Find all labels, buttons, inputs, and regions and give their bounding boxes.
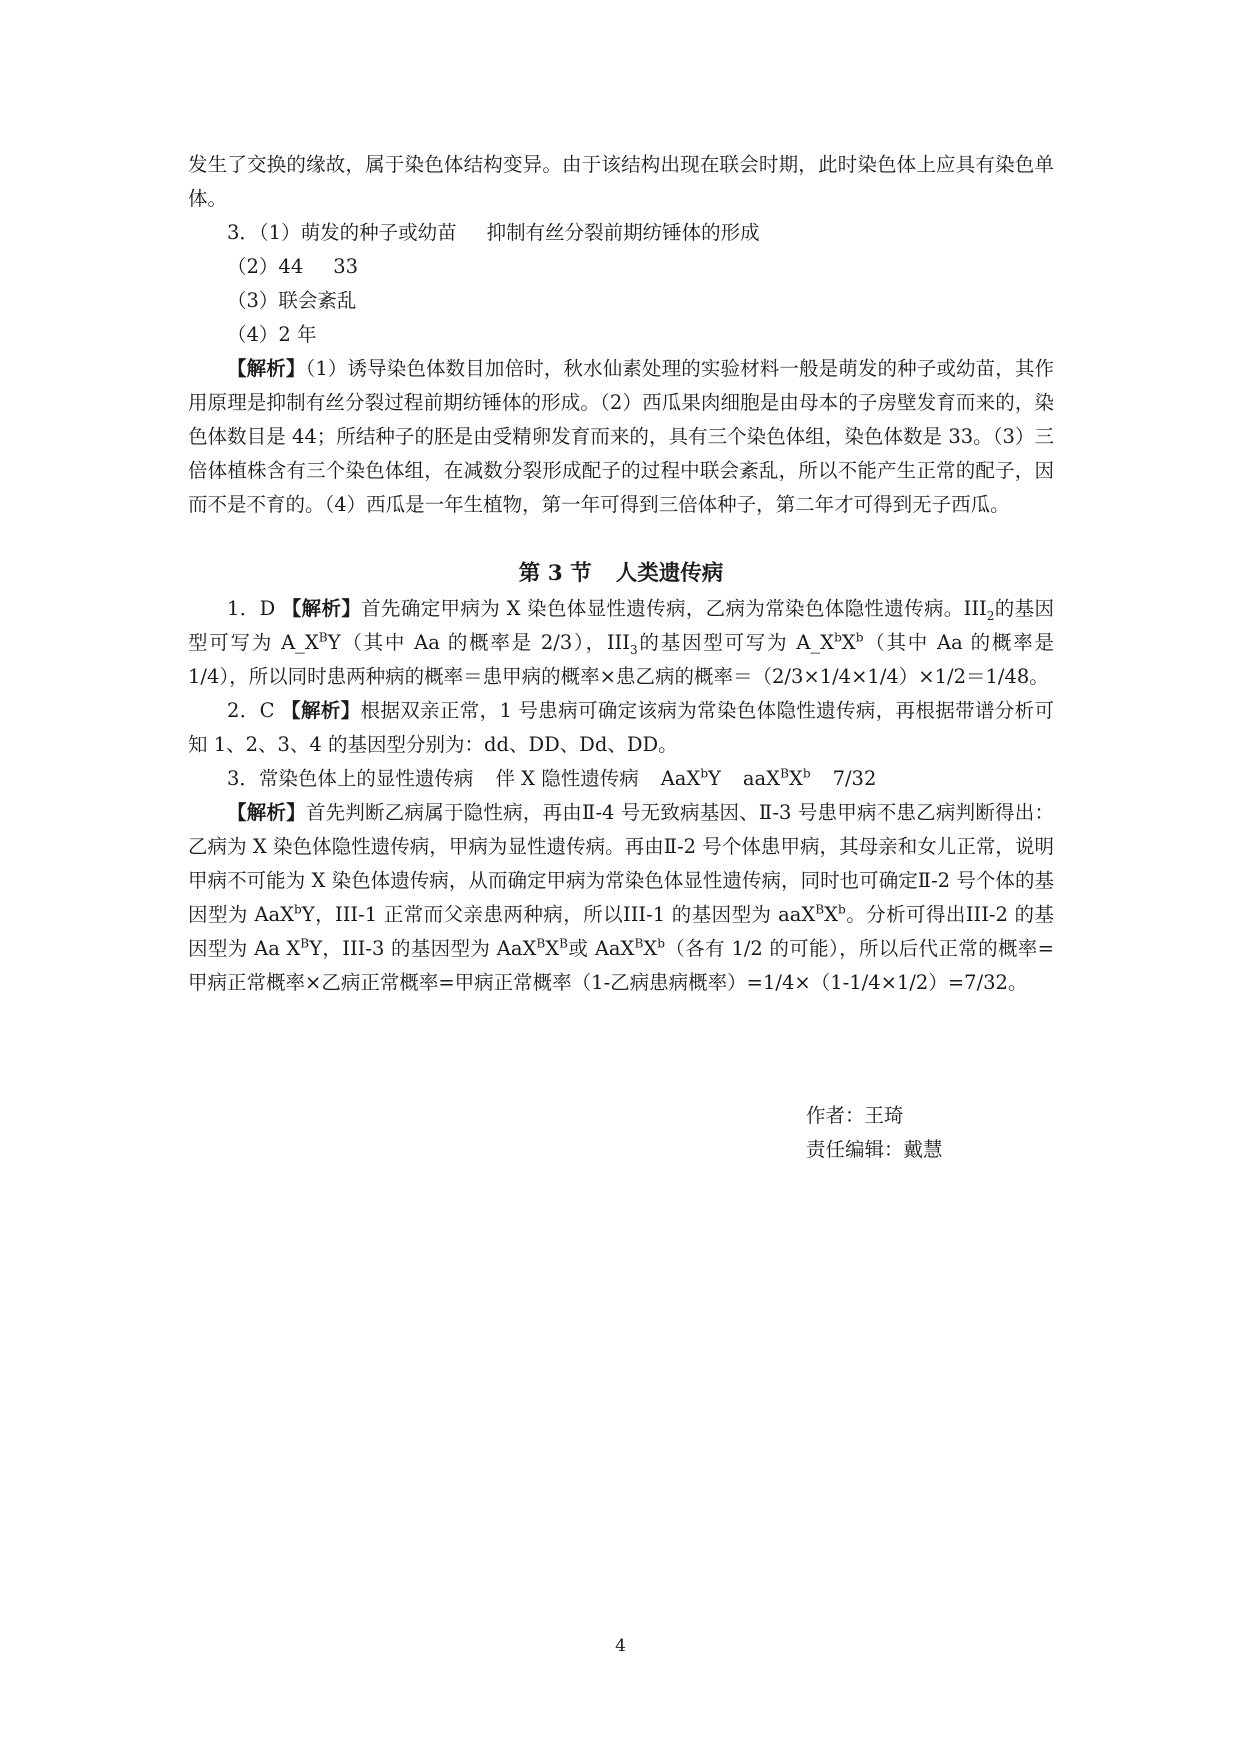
analysis-paragraph: 【解析】（1）诱导染色体数目加倍时，秋水仙素处理的实验材料一般是萌发的种子或幼苗，其作用原理是抑制有丝分裂过程前期纺锤体的形成。（2）西瓜果肉细胞是由母本的子房壁发育而来的，染色体数目是 44；所结种子的胚是由受精卵发育而来的，具有三个染色体组，染色体数是 33。（3）三倍体植株含有三个染色体组，在减数分裂形成配子的过程中联会紊乱，所以不能产生正常的配子，因而不是不育的。（4）西瓜是一年生植物，第一年可得到三倍体种子，第二年才可得到无子西瓜。 [188,357,1054,516]
question-3-answer: 3．常染色体上的显性遗传病 伴 X 隐性遗传病 AaX$^b$Y $aaX^BX^b$ 7/32 [227,766,877,790]
continued-paragraph: 发生了交换的缘故，属于染色体结构变异。由于该结构出现在联会时期，此时染色体上应具有染色单体。 [188,153,1054,210]
credits [806,1099,943,1167]
author-line: 作者：王琦 [806,1104,904,1127]
section-title: 第 3 节 人类遗传病 [518,561,724,586]
question-3-analysis: 【解析】首先判断乙病属于隐性病，再由Ⅱ-4 号无致病基因、Ⅱ-3 号患甲病不患乙病判断得出：乙病为 X 染色体隐性遗传病，甲病为显性遗传病。再由Ⅱ-2 号个体患甲病，其母亲和女儿正常，说明甲病不可能为 X 染色体遗传病，从而确定甲病为常染色体显性遗传病，同时也可确定Ⅱ-2 号个体的基因型为 AaX$^b$Y，III-1 正常而父亲患两种病，所以III-1 的基因型为 $aaX^BX^b$。分析可得出III-2 的基因型为 Aa $X^BY$，III-3 的基因型为 $AaX^BX^B$或 $AaX^BX^b$（各有 1/2 的可能），所以后代正常的概率=甲病正常概率×乙病正常概率=甲病正常概率（1-乙病患病概率）=1/4×（1-1/4×1/2）=7/32。 [188,801,1055,994]
editor-line: 责任编辑：戴慧 [806,1138,943,1161]
answer-3-line: 3．（1）萌发的种子或幼苗 抑制有丝分裂前期纺锤体的形成 [227,221,760,244]
answer-3-3: （3）联会紊乱 [227,289,357,312]
page-content [188,148,1054,1000]
page-number: 4 [615,1636,626,1656]
answer-3-2: （2）44 33 [227,255,359,278]
answer-3-4: （4）2 年 [227,323,317,346]
question-2-answer: 2．C 【解析】根据双亲正常，1 号患病可确定该病为常染色体隐性遗传病，再根据带谱分析可知 1、2、3、4 的基因型分别为：dd、DD、Dd、DD。 [188,699,1055,756]
question-1-answer: 1．D 【解析】首先确定甲病为 X 染色体显性遗传病，乙病为常染色体隐性遗传病。$III_2$的基因型可写为 $A\_X^BY$（其中 Aa 的概率是 2/3），$III_3$的基因型可写为 $A\_X^bX^b$（其中 Aa 的概率是 1/4），所以同时患两种病的概率＝患甲病的概率×患乙病的概率＝（2/3×1/4×1/4）×1/2＝1/48。 [188,597,1055,688]
